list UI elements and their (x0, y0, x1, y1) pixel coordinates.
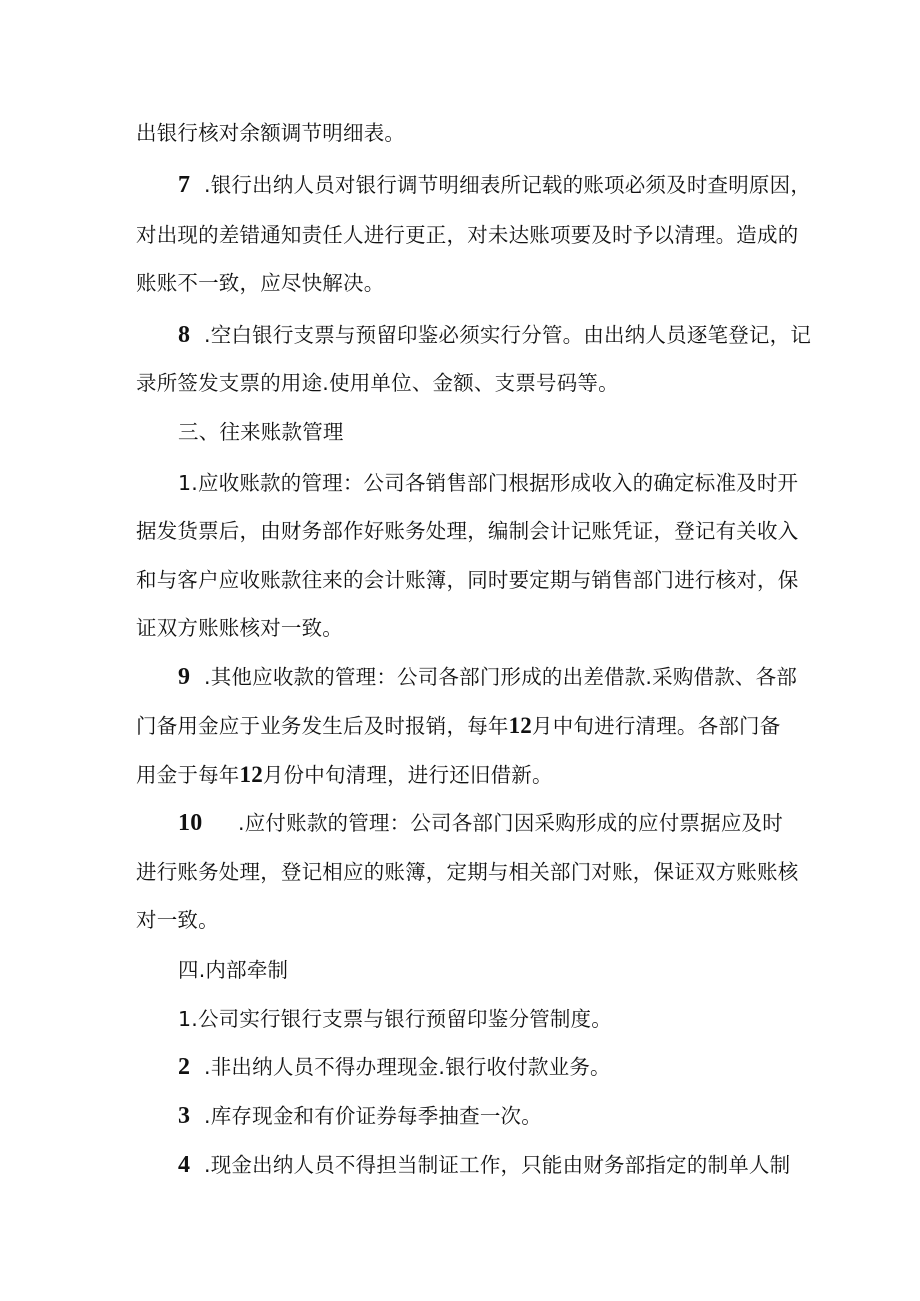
paragraph-line: 对出现的差错通知责任人进行更正，对未达账项要及时予以清理。造成的 (136, 223, 799, 247)
paragraph-line: 对一致。 (136, 908, 219, 932)
paragraph-line: 出银行核对余额调节明细表。 (136, 121, 406, 145)
item-text: .应付账款的管理：公司各部门因采购形成的应付票据应及时 (238, 811, 783, 835)
item-number: 10 (178, 810, 203, 836)
item-number: 2 (178, 1054, 191, 1080)
inline-number: 12 (508, 713, 533, 738)
item-text: .其他应收款的管理：公司各部门形成的出差借款.采购借款、各部 (204, 665, 798, 689)
paragraph-line: 据发货票后，由财务部作好账务处理，编制会计记账凭证，登记有关收入 (136, 519, 799, 543)
paragraph-line: 证双方账账核对一致。 (136, 616, 343, 640)
item-text: .库存现金和有价证券每季抽查一次。 (204, 1104, 542, 1128)
item-number: 9 (178, 664, 191, 690)
list-item-8 (178, 321, 811, 349)
item-number: 8 (178, 322, 191, 348)
list-item-1: 1.应收账款的管理：公司各销售部门根据形成收入的确定标准及时开 (178, 471, 799, 495)
inline-number: 12 (239, 762, 263, 787)
item-text: .现金出纳人员不得担当制证工作，只能由财务部指定的制单人制 (204, 1153, 791, 1177)
item-text: .非出纳人员不得办理现金.银行收付款业务。 (204, 1055, 611, 1079)
paragraph-line (136, 761, 553, 789)
list-item-2 (178, 1053, 611, 1081)
item-number: 3 (178, 1103, 191, 1129)
list-item-9 (178, 663, 797, 691)
section-heading: 三、往来账款管理 (178, 420, 344, 444)
paragraph-line: 进行账务处理，登记相应的账簿，定期与相关部门对账，保证双方账账核 (136, 860, 799, 884)
section-heading: 四.内部牵制 (178, 958, 289, 982)
paragraph-line: 账账不一致，应尽快解决。 (136, 271, 385, 295)
item-text: .银行出纳人员对银行调节明细表所记载的账项必须及时查明原因， (204, 173, 812, 197)
item-text: .空白银行支票与预留印鉴必须实行分管。由出纳人员逐笔登记，记 (204, 323, 812, 347)
text-segment: 月份中旬清理，进行还旧借新。 (262, 763, 553, 787)
list-item-7 (178, 171, 811, 199)
list-item-3 (178, 1102, 542, 1130)
list-item-1: 1.公司实行银行支票与银行预留印鉴分管制度。 (178, 1007, 612, 1031)
paragraph-line (136, 712, 780, 740)
item-number: 4 (178, 1152, 191, 1178)
list-item-4 (178, 1151, 790, 1179)
text-segment: 用金于每年 (136, 763, 240, 787)
item-number: 7 (178, 172, 191, 198)
list-item-10 (178, 809, 783, 837)
text-segment: 门备用金应于业务发生后及时报销，每年 (136, 714, 509, 738)
paragraph-line: 和与客户应收账款往来的会计账簿，同时要定期与销售部门进行核对，保 (136, 568, 799, 592)
paragraph-line: 录所签发支票的用途.使用单位、金额、支票号码等。 (136, 371, 619, 395)
text-segment: 月中旬进行清理。各部门备 (532, 714, 781, 738)
